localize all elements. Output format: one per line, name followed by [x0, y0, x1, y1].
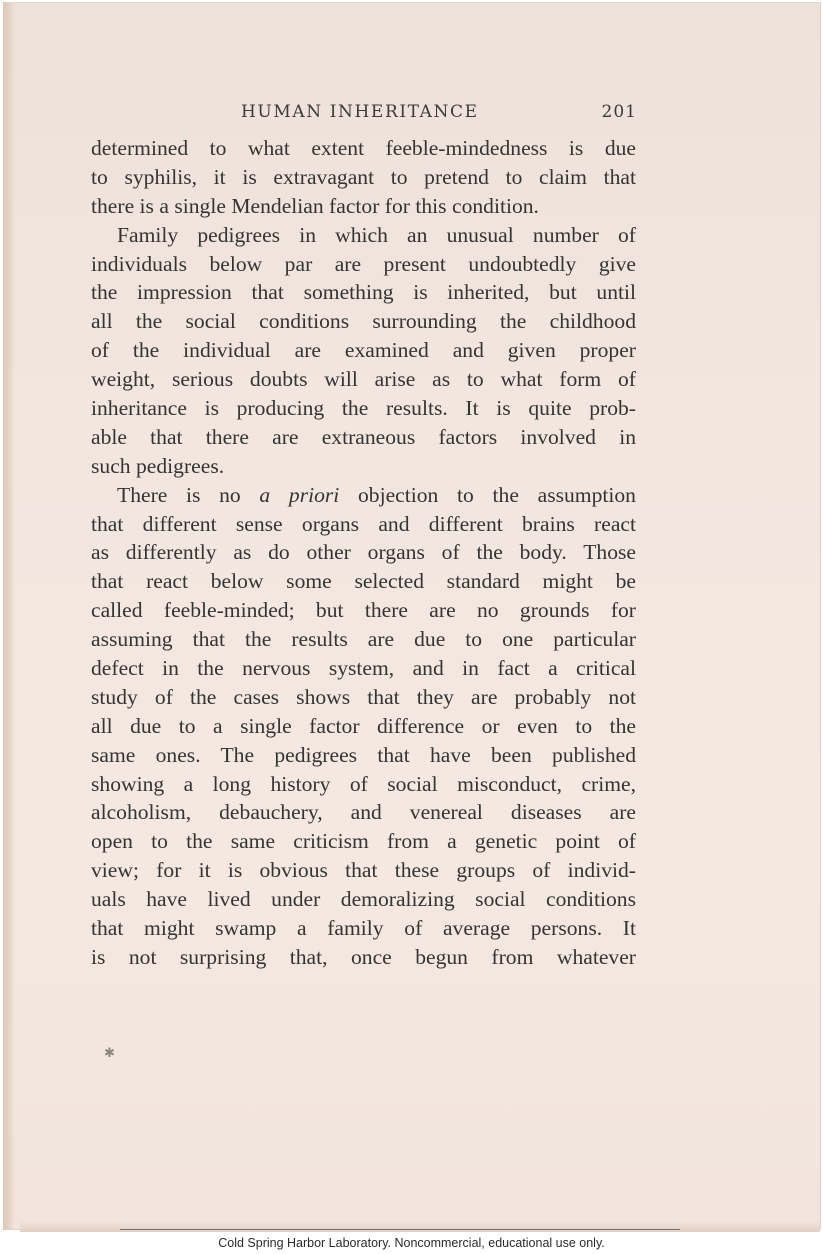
- text-line: inheritance is producing the results. It is quite prob-: [91, 396, 636, 421]
- text-line: assuming that the results are due to one particular: [91, 627, 636, 652]
- text-line: that might swamp a family of average persons. It: [91, 916, 636, 941]
- text-line: [91, 481, 636, 510]
- text-run: There is no: [117, 482, 260, 507]
- page-bottom-rule: [120, 1229, 680, 1230]
- text-line: is not surprising that, once begun from whatever: [91, 944, 636, 969]
- text-line: as differently as do other organs of the body. Those: [91, 540, 636, 565]
- text-line: there is a single Mendelian factor for this condition.: [91, 193, 539, 218]
- text-line: view; for it is obvious that these groups of individ-: [91, 858, 636, 883]
- ink-speck-icon: ✱: [104, 1046, 115, 1061]
- text-line: of the individual are examined and given proper: [91, 338, 636, 363]
- page-gutter-edge: [3, 2, 15, 1230]
- text-line: called feeble-minded; but there are no grounds for: [91, 598, 636, 623]
- text-line: individuals below par are present undoubtedly give: [91, 251, 636, 276]
- text-line: to syphilis, it is extravagant to pretend to claim that: [91, 164, 636, 189]
- page-bottom-edge: [20, 1222, 820, 1232]
- text-line: determined to what extent feeble-mindedness is due: [91, 136, 636, 160]
- text-line: all the social conditions surrounding the childhood: [91, 309, 636, 334]
- text-line: study of the cases shows that they are probably not: [91, 684, 636, 709]
- text-line: all due to a single factor difference or even to the: [91, 713, 636, 738]
- text-line: alcoholism, debauchery, and venereal diseases are: [91, 800, 636, 825]
- text-run: objection to the assumption: [339, 482, 636, 507]
- text-line: uals have lived under demoralizing social conditions: [91, 887, 636, 912]
- text-line: same ones. The pedigrees that have been published: [91, 742, 636, 767]
- text-line: open to the same criticism from a genetic point of: [91, 829, 636, 854]
- text-line: that different sense organs and different brains react: [91, 511, 636, 536]
- running-head: [91, 98, 639, 128]
- text-line: the impression that something is inherited, but until: [91, 280, 636, 305]
- archive-credit-footer: Cold Spring Harbor Laboratory. Noncommercial, educational use only.: [0, 1232, 823, 1254]
- text-line: weight, serious doubts will arise as to what form of: [91, 367, 636, 392]
- text-line: Family pedigrees in which an unusual number of: [117, 222, 636, 247]
- text-line: such pedigrees.: [91, 453, 225, 478]
- body-text: [91, 134, 636, 972]
- text-line: showing a long history of social misconduct, crime,: [91, 771, 636, 796]
- italic-phrase: a priori: [259, 482, 340, 507]
- text-line: able that there are extraneous factors involved in: [91, 424, 636, 449]
- page-number: 201: [601, 102, 637, 122]
- text-line: defect in the nervous system, and in fact a critical: [91, 656, 636, 681]
- text-line: that react below some selected standard might be: [91, 569, 636, 594]
- running-head-title: HUMAN INHERITANCE: [241, 102, 479, 122]
